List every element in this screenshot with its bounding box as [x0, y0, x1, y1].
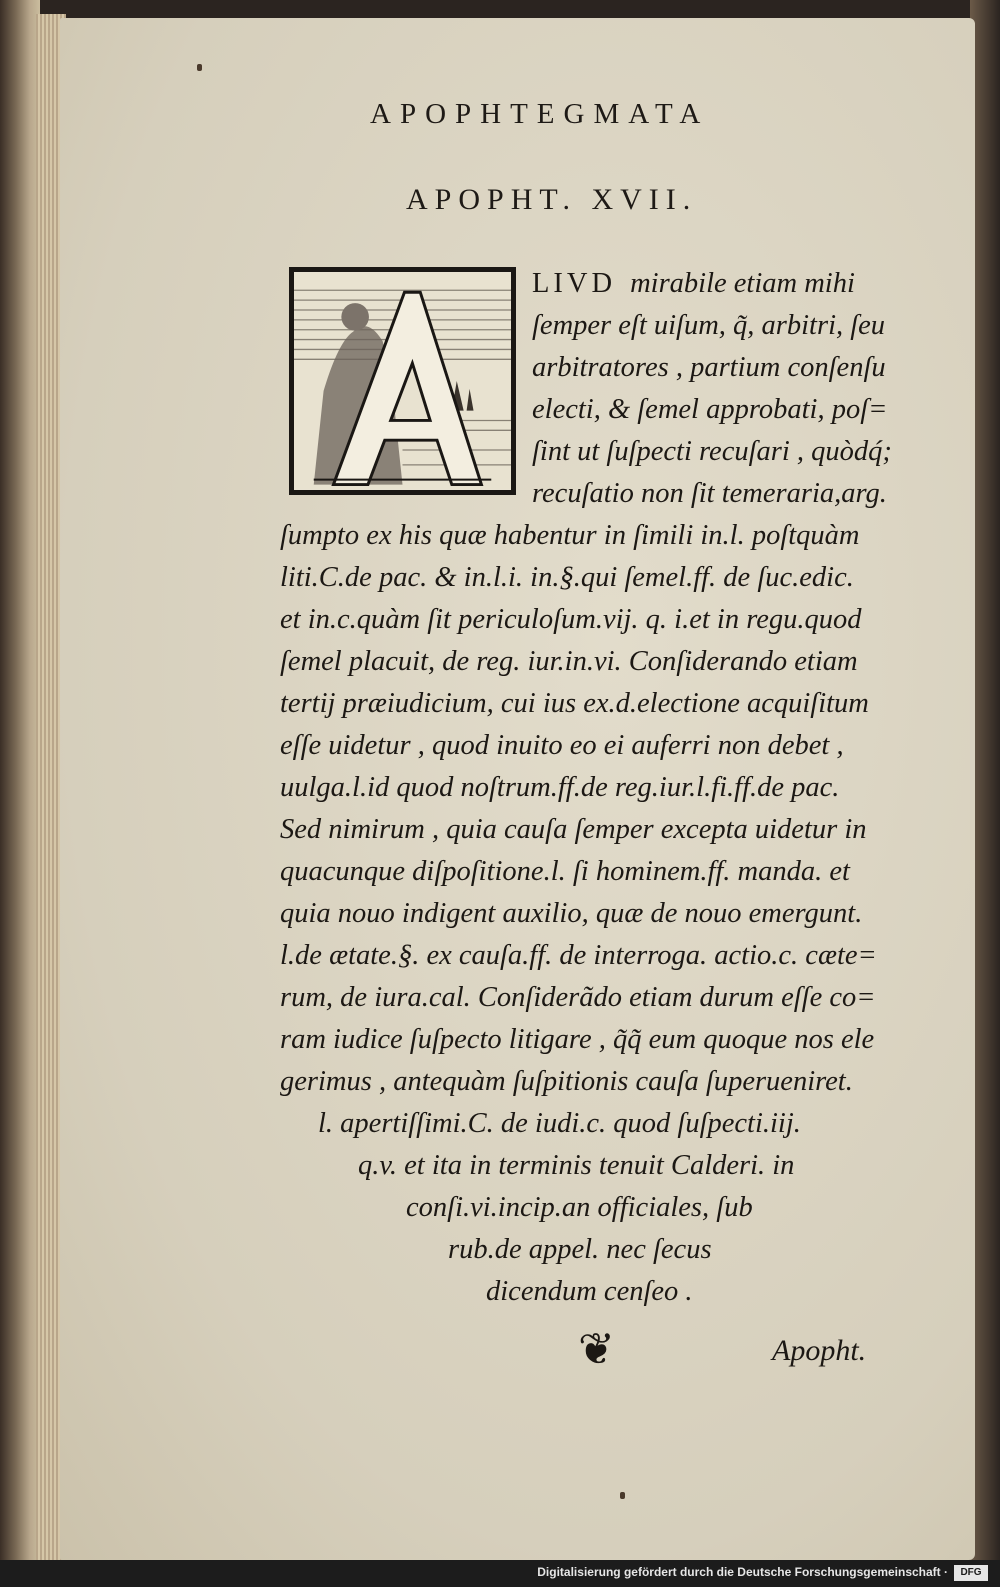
lead-word: LIVD: [532, 268, 617, 299]
text-line: ſint ut ſuſpecti recuſari , quòdq́;: [532, 436, 892, 467]
section-heading: APOPHT. XVII.: [406, 183, 698, 216]
text-line: l.de ætate.§. ex cauſa.ff. de interroga. actio.c. cæte=: [280, 940, 877, 971]
text-line: quacunque diſpoſitione.l. ſi hominem.ff. manda. et: [280, 856, 850, 887]
text-line: electi, & ſemel approbati, poſ=: [532, 394, 888, 425]
text-line: conſi.vi.incip.an officiales, ſub: [406, 1192, 753, 1223]
text-line: tertij præiudicium, cui ius ex.d.electione acquiſitum: [280, 688, 869, 719]
first-line-text: mirabile etiam mihi: [630, 268, 855, 299]
catchword: Apopht.: [772, 1334, 867, 1367]
text-line: l. apertiſſimi.C. de iudi.c. quod ſuſpecti.iij.: [318, 1108, 801, 1139]
text-line: eſſe uidetur , quod inuito eo ei auferri non debet ,: [280, 730, 844, 761]
book-binding: [0, 0, 40, 1560]
fleuron-ornament: ❦: [578, 1325, 615, 1374]
text-line: recuſatio non ſit temeraria,arg.: [532, 478, 887, 509]
text-line: ram iudice ſuſpecto litigare , q̃q̃ eum quoque nos ele: [280, 1024, 875, 1055]
text-line: ſemel placuit, de reg. iur.in.vi. Conſiderando etiam: [280, 646, 858, 677]
woodcut-initial-image: [294, 272, 511, 490]
text-line: rub.de appel. nec ſecus: [448, 1234, 712, 1265]
text-line: dicendum cenſeo .: [486, 1276, 693, 1307]
text-line: quia nouo indigent auxilio, quæ de nouo emergunt.: [280, 898, 863, 929]
text-line: Sed nimirum , quia cauſa ſemper excepta uidetur in: [280, 814, 867, 845]
dfg-logo: DFG: [954, 1565, 988, 1581]
decorated-initial: [289, 267, 516, 495]
text-line: gerimus , antequàm ſuſpitionis cauſa ſuperueniret.: [280, 1066, 853, 1097]
text-line: liti.C.de pac. & in.l.i. in.§.qui ſemel.ff. de ſuc.edic.: [280, 562, 854, 593]
text-line: rum, de iura.cal. Conſiderãdo etiam durum eſſe co=: [280, 982, 876, 1013]
text-line: q.v. et ita in terminis tenuit Calderi. in: [358, 1150, 795, 1181]
ink-spot: [197, 64, 202, 71]
text-line-1: [532, 268, 855, 300]
text-line: ſumpto ex his quæ habentur in ſimili in.l. poſtquàm: [280, 520, 860, 551]
text-line: uulga.l.id quod noſtrum.ff.de reg.iur.l.fi.ff.de pac.: [280, 772, 840, 803]
ink-spot: [620, 1492, 625, 1499]
footer-credit: Digitalisierung gefördert durch die Deutsche Forschungsgemeinschaft ·: [537, 1565, 948, 1579]
text-line: ſemper eſt uiſum, q̃, arbitri, ſeu: [532, 310, 886, 341]
footer-bar: [0, 1560, 1000, 1587]
running-title: APOPHTEGMATA: [370, 98, 710, 130]
text-line: arbitratores , partium conſenſu: [532, 352, 886, 383]
text-line: et in.c.quàm ſit periculoſum.vij. q. i.et in regu.quod: [280, 604, 862, 635]
